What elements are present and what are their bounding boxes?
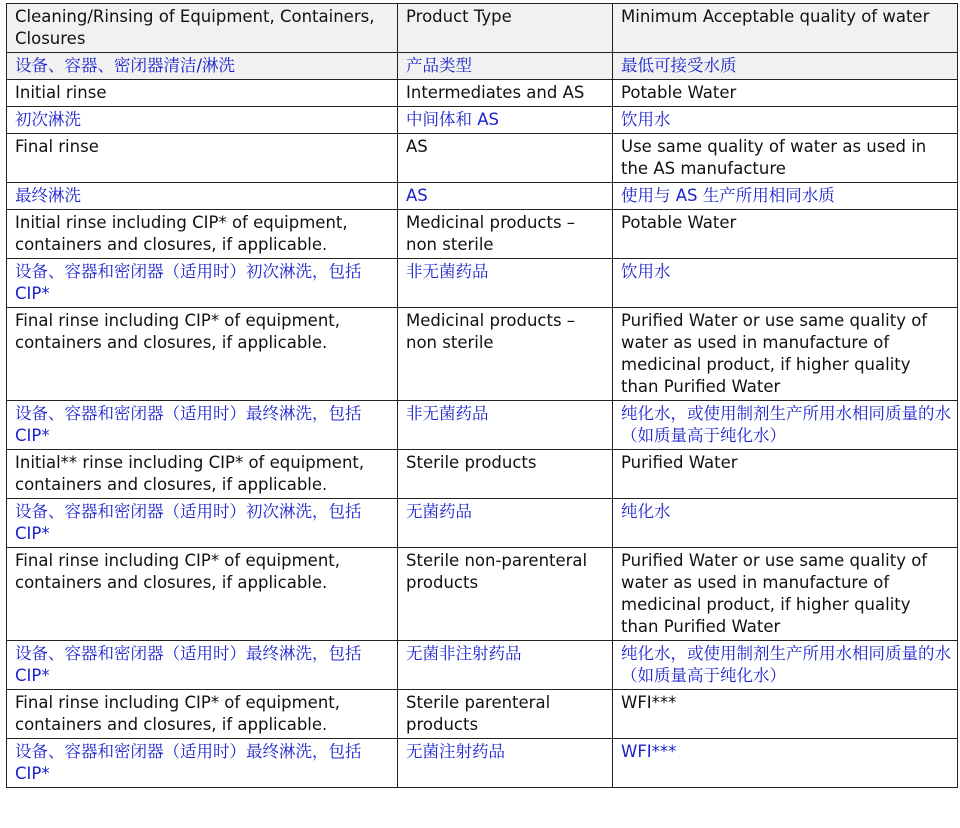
table-row: [7, 548, 958, 641]
table-header-row: [7, 4, 958, 53]
header-product-type: Product Type: [398, 4, 613, 53]
cleaning-cell-zh: 设备、容器和密闭器（适用时）初次淋洗，包括 CIP*: [7, 499, 398, 548]
cleaning-cell: Final rinse including CIP* of equipment, containers and closures, if applicable.: [7, 690, 398, 739]
table-row: [7, 690, 958, 739]
product-type-cell-zh: 中间体和 AS: [398, 107, 613, 134]
table-row-zh: [7, 107, 958, 134]
water-quality-cell: Potable Water: [613, 210, 958, 259]
product-type-cell-zh: 无菌注射药品: [398, 739, 613, 788]
cleaning-cell: Final rinse including CIP* of equipment, containers and closures, if applicable.: [7, 308, 398, 401]
water-quality-table: [6, 3, 958, 788]
cleaning-cell: Final rinse including CIP* of equipment, containers and closures, if applicable.: [7, 548, 398, 641]
product-type-cell: Intermediates and AS: [398, 80, 613, 107]
cleaning-cell: Initial** rinse including CIP* of equipment, containers and closures, if applicable.: [7, 450, 398, 499]
header-cleaning: Cleaning/Rinsing of Equipment, Containers, Closures: [7, 4, 398, 53]
product-type-cell-zh: 无菌非注射药品: [398, 641, 613, 690]
product-type-cell: AS: [398, 134, 613, 183]
cleaning-cell: Final rinse: [7, 134, 398, 183]
product-type-cell: Sterile products: [398, 450, 613, 499]
water-quality-cell: WFI***: [613, 690, 958, 739]
product-type-cell-zh: 无菌药品: [398, 499, 613, 548]
cleaning-cell-zh: 设备、容器和密闭器（适用时）初次淋洗，包括 CIP*: [7, 259, 398, 308]
table-row-zh: [7, 401, 958, 450]
cleaning-cell-zh: 最终淋洗: [7, 183, 398, 210]
water-quality-cell: Purified Water or use same quality of water as used in manufacture of medicinal product, if higher quality than Purified Water: [613, 548, 958, 641]
product-type-cell-zh: 非无菌药品: [398, 259, 613, 308]
table-row-zh: [7, 499, 958, 548]
header-water-quality-zh: 最低可接受水质: [613, 53, 958, 80]
table-row-zh: [7, 183, 958, 210]
water-quality-cell-zh: 纯化水: [613, 499, 958, 548]
table-row: [7, 308, 958, 401]
water-quality-cell: Potable Water: [613, 80, 958, 107]
header-product-type-zh: 产品类型: [398, 53, 613, 80]
water-quality-cell-zh: 纯化水，或使用制剂生产所用水相同质量的水（如质量高于纯化水）: [613, 641, 958, 690]
table-row: [7, 80, 958, 107]
header-water-quality: Minimum Acceptable quality of water: [613, 4, 958, 53]
water-quality-cell: Purified Water: [613, 450, 958, 499]
product-type-cell-zh: AS: [398, 183, 613, 210]
cleaning-cell: Initial rinse including CIP* of equipment, containers and closures, if applicable.: [7, 210, 398, 259]
table-row: [7, 210, 958, 259]
water-quality-cell-zh: 使用与 AS 生产所用相同水质: [613, 183, 958, 210]
product-type-cell: Medicinal products – non sterile: [398, 308, 613, 401]
product-type-cell: Sterile non-parenteral products: [398, 548, 613, 641]
cleaning-cell: Initial rinse: [7, 80, 398, 107]
cleaning-cell-zh: 设备、容器和密闭器（适用时）最终淋洗，包括 CIP*: [7, 641, 398, 690]
water-quality-cell-zh: 纯化水，或使用制剂生产所用水相同质量的水（如质量高于纯化水）: [613, 401, 958, 450]
water-quality-cell-zh: 饮用水: [613, 259, 958, 308]
table-row-zh: [7, 641, 958, 690]
product-type-cell: Sterile parenteral products: [398, 690, 613, 739]
water-quality-cell: Use same quality of water as used in the AS manufacture: [613, 134, 958, 183]
product-type-cell-zh: 非无菌药品: [398, 401, 613, 450]
water-quality-cell-zh: WFI***: [613, 739, 958, 788]
table-row-zh: [7, 259, 958, 308]
cleaning-cell-zh: 设备、容器和密闭器（适用时）最终淋洗，包括 CIP*: [7, 739, 398, 788]
water-quality-cell-zh: 饮用水: [613, 107, 958, 134]
product-type-cell: Medicinal products – non sterile: [398, 210, 613, 259]
cleaning-cell-zh: 设备、容器和密闭器（适用时）最终淋洗，包括 CIP*: [7, 401, 398, 450]
table-row-zh: [7, 739, 958, 788]
cleaning-cell-zh: 初次淋洗: [7, 107, 398, 134]
table-row: [7, 134, 958, 183]
water-quality-cell: Purified Water or use same quality of water as used in manufacture of medicinal product, if higher quality than Purified Water: [613, 308, 958, 401]
table-row: [7, 450, 958, 499]
header-cleaning-zh: 设备、容器、密闭器清洁/淋洗: [7, 53, 398, 80]
table-header-row-zh: [7, 53, 958, 80]
